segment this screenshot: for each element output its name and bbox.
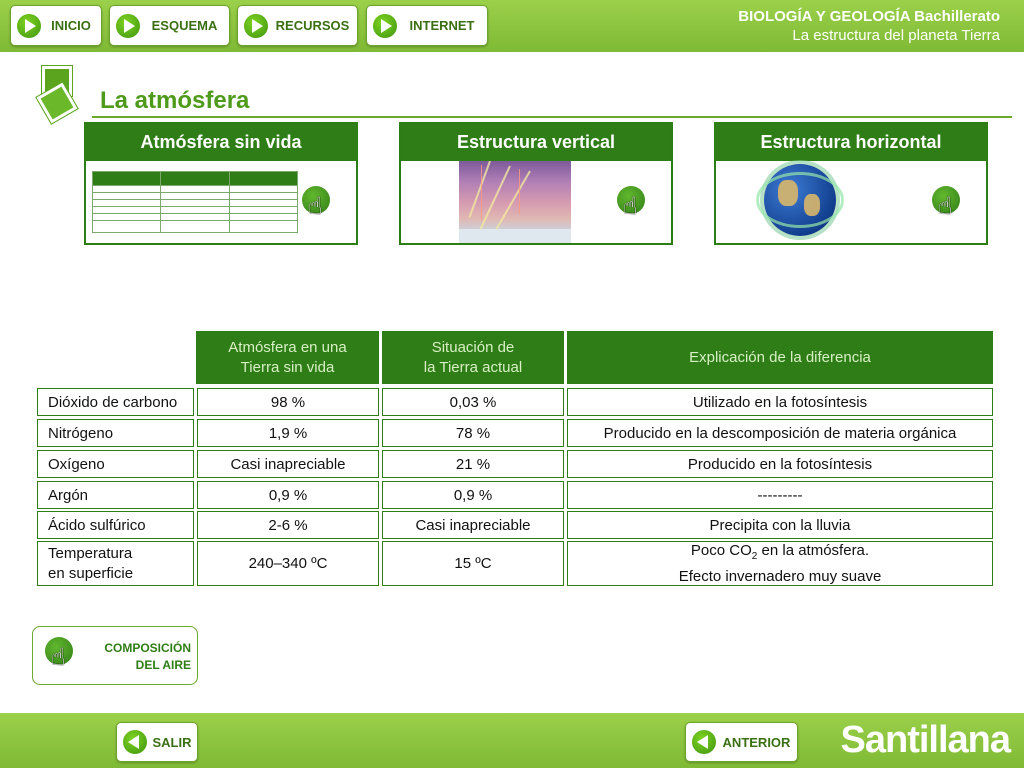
- course-title: [738, 7, 1000, 46]
- recursos-button[interactable]: [237, 5, 358, 46]
- play-arrow-icon: [17, 14, 41, 38]
- page-title: La atmósfera: [100, 87, 250, 114]
- composicion-del-aire-button[interactable]: [32, 626, 198, 685]
- play-arrow-icon: [244, 14, 268, 38]
- anterior-button[interactable]: [685, 722, 798, 762]
- inicio-label: INICIO: [51, 18, 91, 33]
- cell-sin-vida: 0,9 %: [197, 481, 379, 509]
- esquema-button[interactable]: [109, 5, 230, 46]
- row-label: Nitrógeno: [37, 419, 194, 447]
- play-arrow-icon: [116, 14, 140, 38]
- temp-actual-value: 15 ºC: [454, 554, 492, 572]
- cell-explicacion: [567, 541, 993, 586]
- cell-explicacion: Producido en la descomposición de materia orgánica: [567, 419, 993, 447]
- cell-sin-vida: 1,9 %: [197, 419, 379, 447]
- pointer-hand-icon: ☝: [45, 637, 81, 677]
- row-label: Oxígeno: [37, 450, 194, 478]
- row-label-temperatura: [37, 541, 194, 586]
- cell-explicacion: Precipita con la lluvia: [567, 511, 993, 539]
- cell-actual: 21 %: [382, 450, 564, 478]
- card-estructura-horizontal[interactable]: [714, 122, 988, 245]
- back-arrow-icon: [123, 730, 147, 754]
- globe-image: [764, 164, 836, 236]
- cell-actual: 0,9 %: [382, 481, 564, 509]
- cell-actual: Casi inapreciable: [382, 511, 564, 539]
- internet-button[interactable]: [366, 5, 488, 46]
- cell-explicacion: Producido en la fotosíntesis: [567, 450, 993, 478]
- inicio-button[interactable]: [10, 5, 102, 46]
- cell-sin-vida: [197, 541, 379, 586]
- row-label: Dióxido de carbono: [37, 388, 194, 416]
- header-sin-vida-line2: Tierra sin vida: [240, 358, 335, 376]
- anterior-label: ANTERIOR: [722, 734, 791, 750]
- salir-label: SALIR: [152, 734, 192, 750]
- temp-label-line1: Temperatura: [48, 544, 133, 562]
- temp-expl-line2: Efecto invernadero muy suave: [678, 567, 882, 585]
- header-explicacion: [567, 331, 993, 384]
- temp-label-line2: en superficie: [48, 564, 134, 582]
- cell-sin-vida: 98 %: [197, 388, 379, 416]
- heading-divider: [92, 116, 1012, 118]
- santillana-logo: Santillana: [840, 719, 1010, 761]
- composicion-label: COMPOSICIÓN DEL AIRE: [104, 641, 191, 672]
- table-thumbnail: [92, 171, 298, 233]
- row-label: Ácido sulfúrico: [37, 511, 194, 539]
- card-estructura-vertical[interactable]: [399, 122, 673, 245]
- temp-sin-vida-value: 240–340 ºC: [248, 554, 328, 572]
- pointer-hand-icon: ☝: [302, 186, 338, 226]
- pointer-hand-icon: ☝: [932, 186, 968, 226]
- cell-actual: 78 %: [382, 419, 564, 447]
- top-bar: [0, 0, 1024, 52]
- row-label: Argón: [37, 481, 194, 509]
- cell-actual: 0,03 %: [382, 388, 564, 416]
- esquema-label: ESQUEMA: [151, 18, 218, 33]
- card-atmosfera-sin-vida[interactable]: [84, 122, 358, 245]
- header-sin-vida-line1: Atmósfera en una: [228, 338, 347, 356]
- internet-label: INTERNET: [409, 18, 475, 33]
- header-actual: [382, 331, 564, 384]
- atmosphere-layers-image: [459, 161, 571, 243]
- card-title: Estructura vertical: [401, 124, 671, 161]
- cell-sin-vida: 2-6 %: [197, 511, 379, 539]
- back-arrow-icon: [692, 730, 716, 754]
- subject-title: BIOLOGÍA Y GEOLOGÍA Bachillerato: [738, 8, 1000, 25]
- unit-title: La estructura del planeta Tierra: [792, 27, 1000, 44]
- cell-actual: [382, 541, 564, 586]
- header-sin-vida: [196, 331, 379, 384]
- cell-explicacion: ---------: [567, 481, 993, 509]
- pointer-hand-icon: ☝: [617, 186, 653, 226]
- card-title: Estructura horizontal: [716, 124, 986, 161]
- card-title: Atmósfera sin vida: [86, 124, 356, 161]
- cell-sin-vida: Casi inapreciable: [197, 450, 379, 478]
- section-squares-icon: [38, 64, 84, 124]
- bottom-bar: [0, 713, 1024, 768]
- cell-explicacion: Utilizado en la fotosíntesis: [567, 388, 993, 416]
- header-actual-line2: la Tierra actual: [423, 358, 523, 376]
- header-actual-line1: Situación de: [431, 338, 515, 356]
- recursos-label: RECURSOS: [275, 18, 350, 33]
- salir-button[interactable]: [116, 722, 198, 762]
- temp-expl-line1: Poco $CO_2$ en la atmósfera.: [690, 541, 870, 562]
- play-arrow-icon: [373, 14, 397, 38]
- header-explicacion-text: Explicación de la diferencia: [689, 348, 871, 366]
